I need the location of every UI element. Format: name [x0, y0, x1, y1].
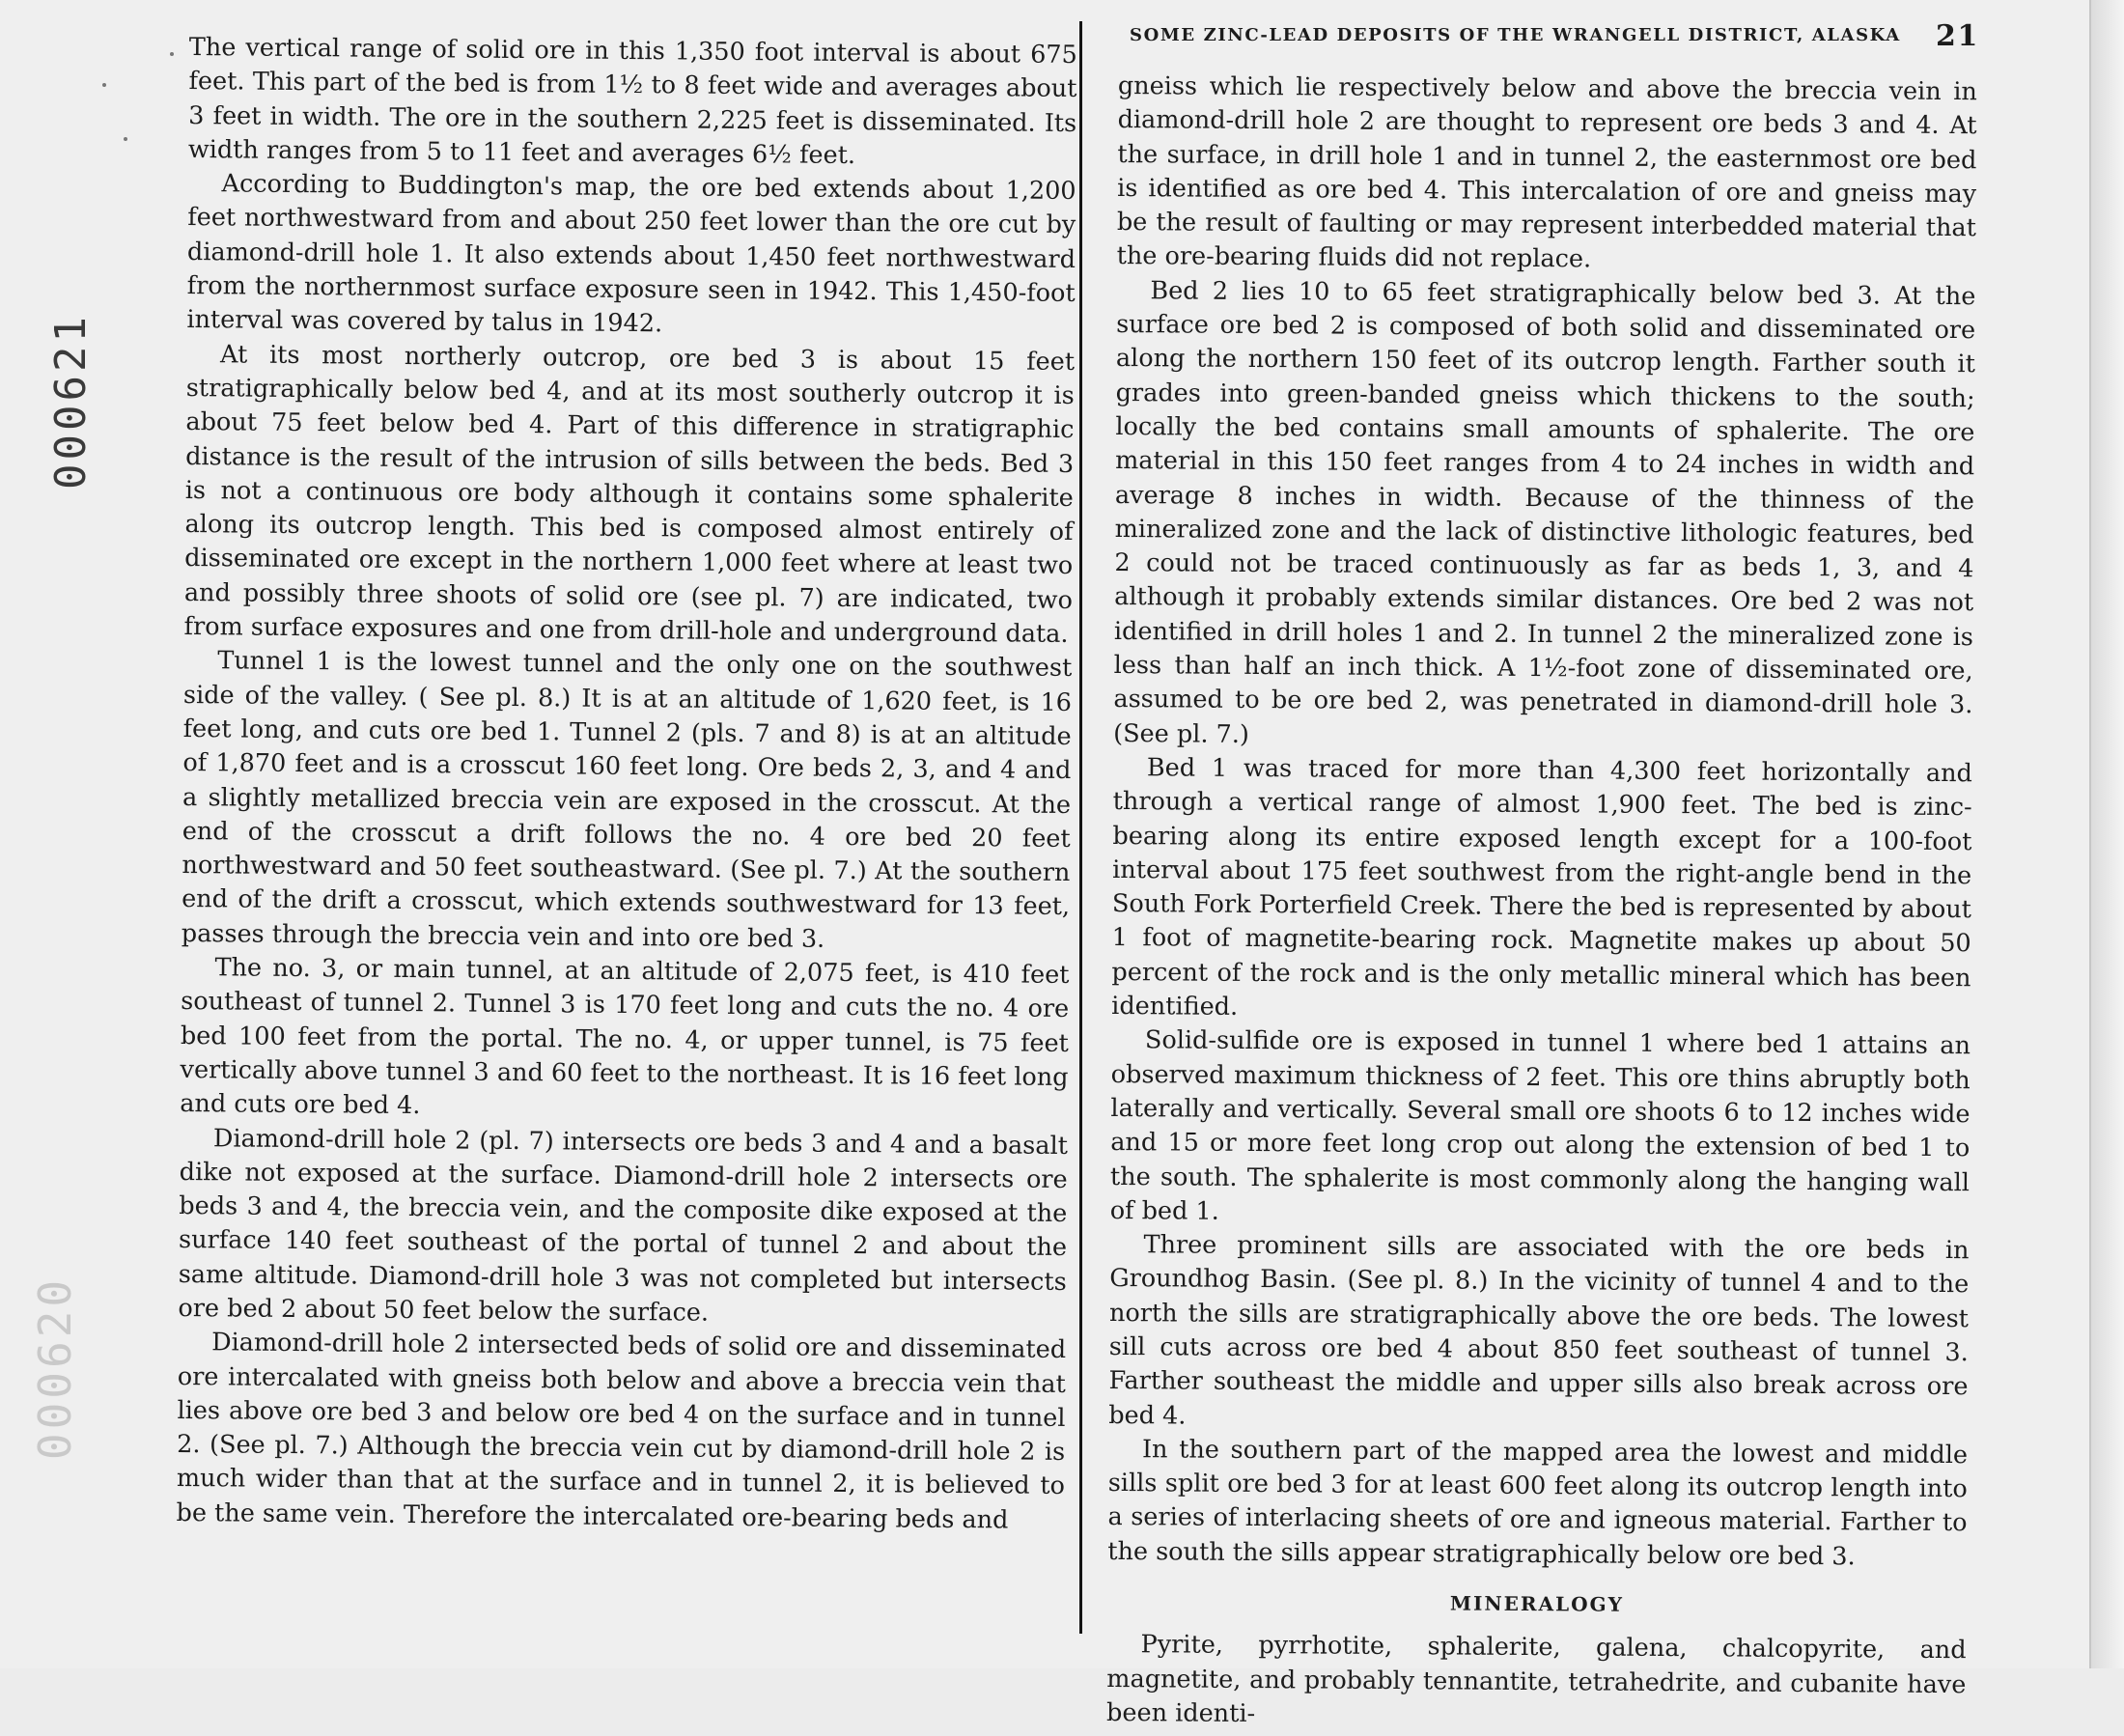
paragraph: Diamond-drill hole 2 intersected beds of solid ore and disseminated ore intercalated with gneiss both below and above a breccia vein that lies above ore bed 3 and below ore bed 4 on the surface and in tunnel 2. (See pl. 7.) Although the breccia vein cut by diamond-drill hole 2 is much wider than that at the surface and in tunnel 2, it is believed to be the same vein. Therefore the intercalated ore-bearing beds and [176, 1328, 1067, 1535]
right-text-column [1106, 70, 1977, 1736]
paragraph: Tunnel 1 is the lowest tunnel and the only one on the southwest side of the valley. ( See pl. 8.) It is at an altitude of 1,620 feet, is 16 feet long, and cuts ore bed 1. Tunnel 2 (pls. 7 and 8) is at an altitude of 1,870 feet and is a crosscut 160 feet long. Ore beds 2, 3, and 4 and a slightly metallized breccia vein are exposed in the crosscut. At the end of the crosscut a drift follows the no. 4 ore bed 20 feet northwestward and 50 feet southeastward. (See pl. 7.) At the southern end of the drift a crosscut, which extends southwestward for 13 feet, passes through the breccia vein and into ore bed 3. [181, 646, 1073, 954]
left-text-column [176, 31, 1077, 1538]
paragraph: gneiss which lie respectively below and above the breccia vein in diamond-drill hole 2 are thought to represent ore beds 3 and 4. At the surface, in drill hole 1 and in tunnel 2, the easternmost ore bed is identified as ore bed 4. This intercalation of ore and gneiss may be the result of faulting or may represent interbedded material that the ore-bearing fluids did not replace. [1116, 70, 1977, 274]
paragraph: At its most northerly outcrop, ore bed 3 is about 15 feet stratigraphically below bed 4, and at its most southerly outcrop it is about 75 feet below bed 4. Part of this difference in stratigraphic distance is the result of the intrusion of sills between the beds. Bed 3 is not a continuous ore body although it contains some sphalerite along its outcrop length. This bed is composed almost entirely of disseminated ore except in the northern 1,000 feet where at least two and possibly three shoots of solid ore (see pl. 7) are indicated, two from surface exposures and one from drill-hole and underground data. [183, 339, 1076, 650]
running-title: SOME ZINC-LEAD DEPOSITS OF THE WRANGELL DISTRICT, ALASKA [1130, 25, 1901, 45]
section-heading: MINERALOGY [1449, 1591, 1624, 1616]
scan-speck [124, 137, 127, 141]
paragraph: Three prominent sills are associated with the ore beds in Groundhog Basin. (See pl. 8.) In the vicinity of tunnel 4 and to the north the sills are stratigraphically above the ore beds. The lowest sill cuts across ore bed 4 about 850 feet southeast of tunnel 3. Farther southeast the middle and upper sills also break across ore bed 4. [1108, 1230, 1970, 1431]
paragraph: Solid-sulfide ore is exposed in tunnel 1 where bed 1 attains an observed maximum thickness of 2 feet. This ore thins abruptly both laterally and vertically. Several small ore shoots 6 to 12 inches wide and 15 or more feet long crop out along the extension of bed 1 to the south. The sphalerite is most commonly along the hanging wall of bed 1. [1109, 1025, 1971, 1226]
paragraph: Diamond-drill hole 2 (pl. 7) intersects ore beds 3 and 4 and a basalt dike not exposed at the surface. Diamond-drill hole 2 intersects ore beds 3 and 4, the breccia vein, and the composite dike exposed at the surface 140 feet southeast of the portal of tunnel 2 and about the same altitude. Diamond-drill hole 3 was not completed but intersects ore bed 2 about 50 feet below the surface. [178, 1123, 1069, 1328]
scan-speck [170, 52, 174, 56]
scan-speck [102, 83, 106, 87]
paragraph: In the southern part of the mapped area the lowest and middle sills split ore bed 3 for at least 600 feet along its outcrop length into a series of interlacing sheets of ore and igneous material. Farther to the south the sills appear stratigraphically below ore bed 3. [1107, 1435, 1969, 1572]
running-header [1130, 19, 1979, 48]
page-edge-shade [2091, 0, 2124, 1668]
margin-stamp-number: 000621 [45, 313, 96, 490]
paragraph: According to Buddington's map, the ore bed extends about 1,200 feet northwestward from and about 250 feet lower than the ore cut by diamond-drill hole 1. It also extends about 1,450 feet northwestward from the northernmost surface exposure seen in 1942. This 1,450-foot interval was covered by talus in 1942. [186, 169, 1076, 339]
paragraph: The no. 3, or main tunnel, at an altitude of 2,075 feet, is 410 feet southeast of tunnel 2. Tunnel 3 is 170 feet long and cuts the no. 4 ore bed 100 feet from the portal. The no. 4, or upper tunnel, is 75 feet vertically above tunnel 3 and 60 feet to the northeast. It is 16 feet long and cuts ore bed 4. [180, 953, 1070, 1121]
page-number: 21 [1936, 19, 1979, 48]
column-divider [1079, 21, 1082, 1634]
paragraph: Pyrite, pyrrhotite, sphalerite, galena, chalcopyrite, and magnetite, and probably tennantite, tetrahedrite, and cubanite have been identi- [1106, 1630, 1967, 1728]
paragraph: Bed 2 lies 10 to 65 feet stratigraphically below bed 3. At the surface ore bed 2 is composed of both solid and disseminated ore along the northern 150 feet of its outcrop length. Farther south it grades into green-banded gneiss which thickens to the south; locally the bed contains small amounts of sphalerite. The ore material in this 150 feet ranges from 4 to 24 inches in width and average 8 inches in width. Because of the thinness of the mineralized zone and the lack of distinctive lithologic features, bed 2 could not be traced continuously as far as beds 1, 3, and 4 although it probably extends similar distances. Ore bed 2 was not identified in drill holes 1 and 2. In tunnel 2 the mineralized zone is less than half an inch thick. A 1½-foot zone of disseminated ore, assumed to be ore bed 2, was penetrated in diamond-drill hole 3. (See pl. 7.) [1113, 276, 1976, 749]
margin-stamp-faint-number: 000620 [29, 1275, 82, 1461]
paragraph: Bed 1 was traced for more than 4,300 feet horizontally and through a vertical range of almost 1,900 feet. The bed is zinc-bearing along its entire exposed length except for a 100-foot interval about 175 feet southwest from the right-angle bend in the South Fork Porterfield Creek. There the bed is represented by about 1 foot of magnetite-bearing rock. Magnetite makes up about 50 percent of the rock and is the only metallic mineral which has been identified. [1111, 753, 1973, 1022]
paragraph: The vertical range of solid ore in this 1,350 foot interval is about 675 feet. This part of the bed is from 1½ to 8 feet wide and averages about 3 feet in width. The ore in the southern 2,225 feet is disseminated. Its width ranges from 5 to 11 feet and averages 6½ feet. [187, 32, 1077, 170]
